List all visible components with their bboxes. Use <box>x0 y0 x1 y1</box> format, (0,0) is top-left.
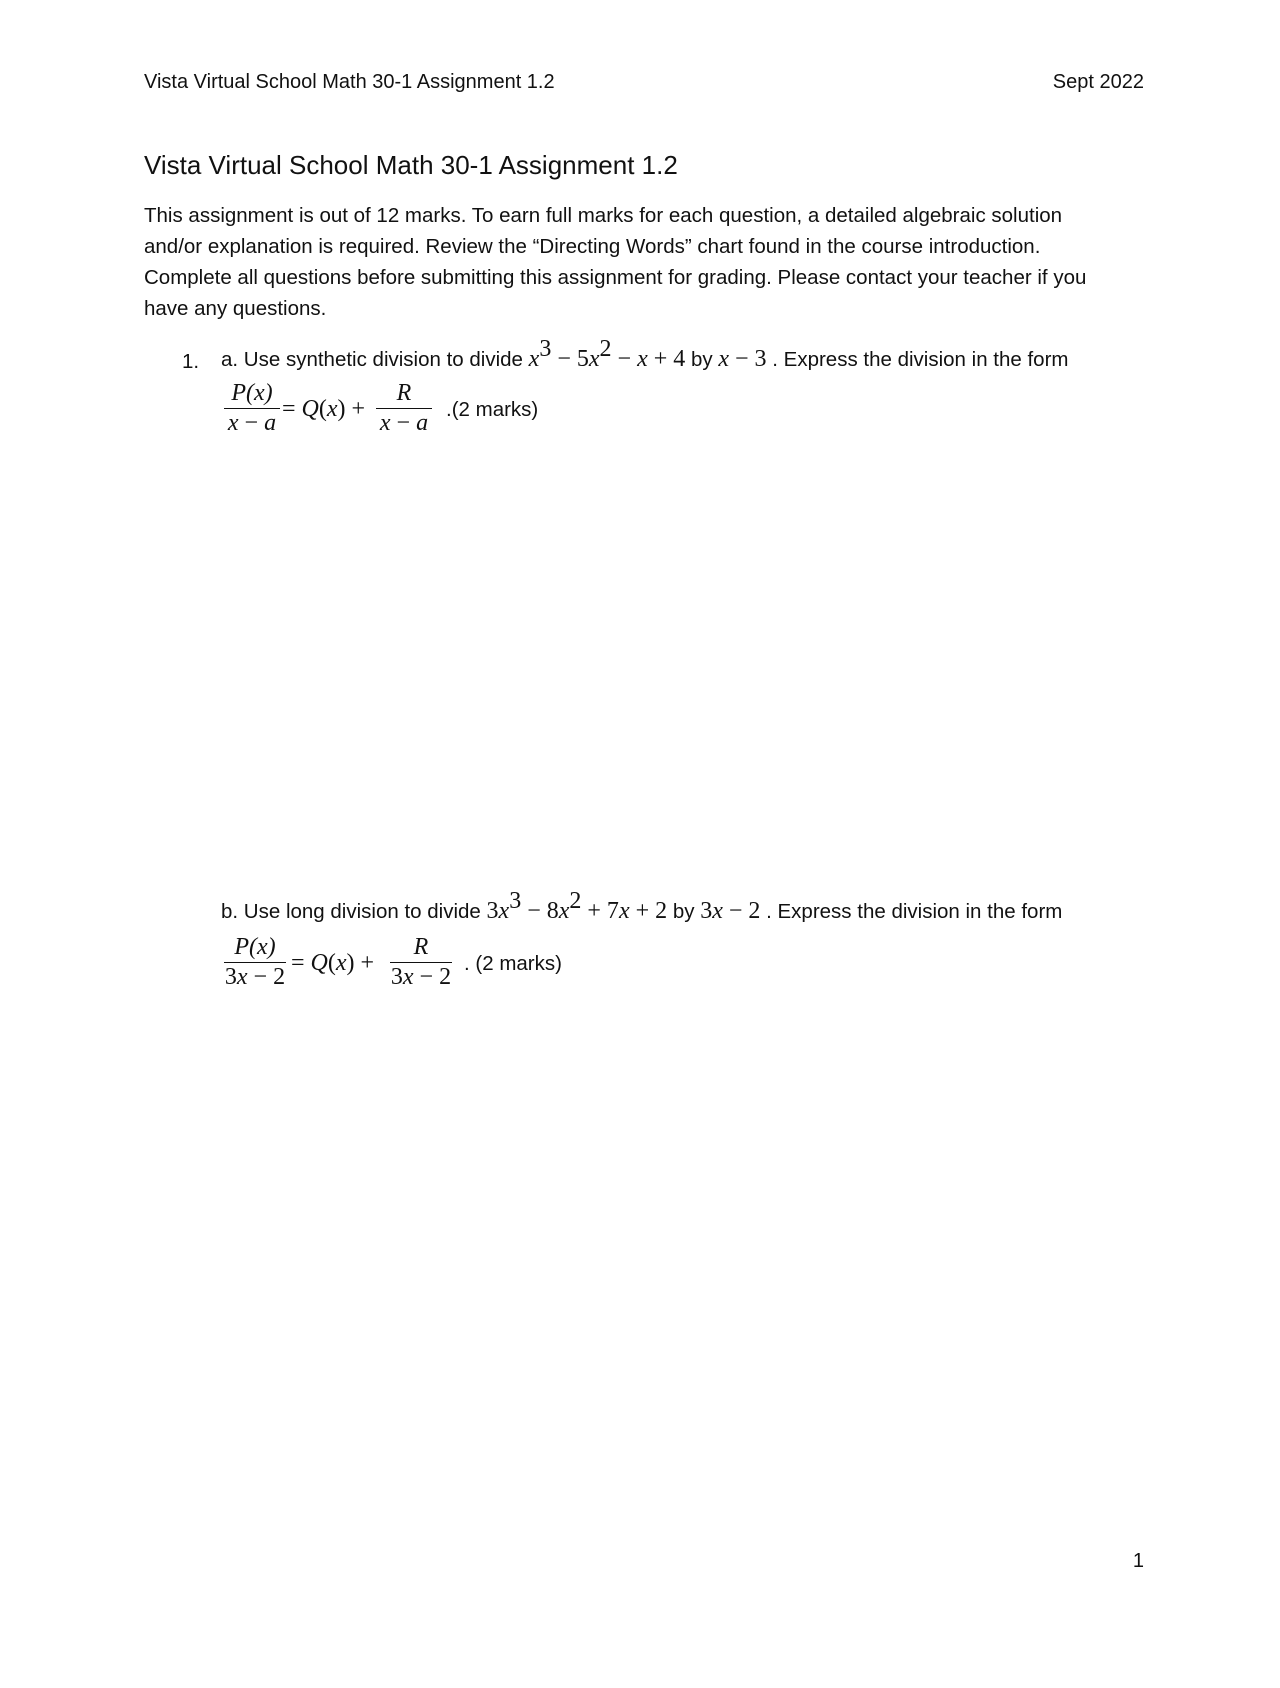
divisor-1b: 3x − 2 <box>700 898 761 924</box>
polynomial-1a: $x^3 - 5x^2 - x + 4$ <box>528 336 686 372</box>
intro-line: Complete all questions before submitting this assignment for grading. Please contact your teacher if you <box>144 266 1087 289</box>
fraction-r-over-x-minus-a: R x − a <box>376 380 432 436</box>
equals-q-of-x-1a: = Q(x) + <box>282 396 366 422</box>
page-title: Vista Virtual School Math 30-1 Assignment 1.2 <box>144 150 678 180</box>
question-1b-line <box>221 888 1063 925</box>
by-word: by <box>672 900 695 923</box>
question-1b-prefix: b. Use long division to divide <box>221 900 481 923</box>
question-1a-suffix: . Express the division in the form <box>772 348 1069 371</box>
fraction-px-over-x-minus-a: P(x) x − a <box>224 380 280 436</box>
intro-line: have any questions. <box>144 297 327 320</box>
intro-line: and/or explanation is required. Review the “Directing Words” chart found in the course introduction. <box>144 235 1041 258</box>
divisor-1a: x − 3 <box>718 346 767 372</box>
intro-line: This assignment is out of 12 marks. To earn full marks for each question, a detailed algebraic solution <box>144 204 1063 227</box>
polynomial-1b: $3x^3 - 8x^2 + 7x + 2$ <box>486 888 668 924</box>
fraction-r-over-3x-minus-2: R 3x − 2 <box>390 934 452 990</box>
intro-paragraph <box>144 200 1144 324</box>
equals-q-of-x-1b: = Q(x) + <box>291 950 375 976</box>
page-number: 1 <box>1132 1550 1144 1572</box>
question-1a-prefix: a. Use synthetic division to divide <box>221 348 523 371</box>
marks-1b: . (2 marks) <box>464 952 562 975</box>
question-number: 1. <box>182 350 200 373</box>
question-1a-line <box>221 336 1069 373</box>
marks-1a: .(2 marks) <box>446 398 539 421</box>
header-left: Vista Virtual School Math 30-1 Assignment 1.2 <box>144 71 555 93</box>
by-word: by <box>690 348 713 371</box>
header-right: Sept 2022 <box>1052 71 1144 93</box>
fraction-px-over-3x-minus-2: P(x) 3x − 2 <box>224 934 286 990</box>
question-1b-suffix: . Express the division in the form <box>766 900 1063 923</box>
